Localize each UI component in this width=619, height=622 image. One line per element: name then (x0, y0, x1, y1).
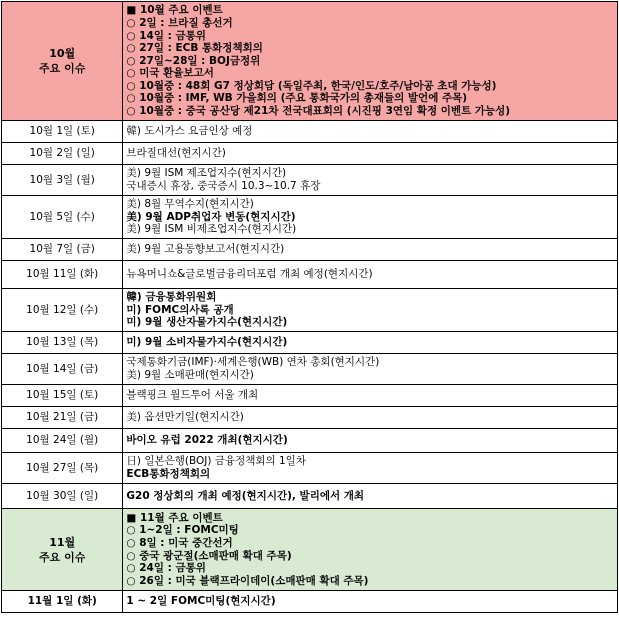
november-issue-line: ○ 중국 광군절(소매판매 확대 주목) (126, 549, 292, 562)
event-line: 美) 8월 무역수지(현지시간) (126, 198, 254, 211)
event-description (123, 385, 618, 407)
october-issue-line: ○ 미국 환율보고서 (126, 67, 214, 80)
event-date: 10월 3일 (월) (2, 165, 123, 196)
table-row (2, 165, 618, 196)
event-line: ECB통화정책회의 (126, 468, 211, 480)
october-issue-line: ○ 27일~28일 : BOJ금정위 (126, 54, 261, 67)
november-label-title: 주요 이슈 (39, 550, 86, 564)
october-issue-line: ○ 10월중 : 중국 공산당 제21차 전국대표회의 (시진핑 3연임 확정 이벤트 가능성) (126, 105, 511, 118)
event-date: 10월 12일 (수) (2, 289, 123, 332)
november-issue-line: ○ 1~2일 : FOMC미팅 (126, 524, 239, 537)
event-date: 10월 11일 (화) (2, 261, 123, 289)
event-line: 美) 9월 ISM 제조업지수(현지시간) (126, 167, 287, 180)
event-description (123, 196, 618, 239)
event-description (123, 453, 618, 484)
event-date: 10월 27일 (목) (2, 453, 123, 484)
event-date: 10월 2일 (일) (2, 143, 123, 165)
event-date: 10월 7일 (금) (2, 239, 123, 261)
event-description (123, 354, 618, 385)
table-row (2, 385, 618, 407)
october-label-month: 10월 (49, 47, 76, 60)
event-line: 1 ~ 2일 FOMC미팅(현지시간) (126, 595, 276, 608)
event-line: 美) 9월 ADP취업자 변동(현지시간) (126, 210, 296, 223)
event-line: 국제통화기금(IMF)·세계은행(WB) 연차 총회(현지시간) (126, 356, 380, 369)
october-issue-line: ○ 10월중 : IMF, WB 가을회의 (주요 통화국가의 총재들의 발언에 주목) (126, 92, 468, 105)
october-issue-line: ○ 27일 : ECB 통화정책회의 (126, 42, 263, 55)
event-description (123, 239, 618, 261)
october-issue-line: ○ 14일 : 금통위 (126, 29, 206, 42)
event-line: 美) 9월 소매판매(현지시간) (126, 369, 254, 381)
event-line: 미) FOMC의사록 공개 (126, 303, 234, 316)
october-issues-label (2, 2, 123, 121)
event-date: 10월 1일 (토) (2, 121, 123, 143)
event-date: 10월 14일 (금) (2, 354, 123, 385)
event-line: G20 정상회의 개최 예정(현지시간), 발리에서 개최 (126, 489, 365, 502)
november-issues-row (2, 509, 618, 591)
november-issue-line: ■ 11월 주요 이벤트 (126, 511, 223, 524)
event-line: 美) 9월 고용동향보고서(현지시간) (126, 243, 285, 256)
event-description (123, 429, 618, 453)
october-issues-row (2, 2, 618, 121)
event-line: 미) 9월 소비자물가지수(현지시간) (126, 336, 288, 349)
event-schedule-table (1, 1, 618, 613)
event-description (123, 407, 618, 429)
event-description (123, 121, 618, 143)
october-issue-line: ■ 10월 주요 이벤트 (126, 4, 223, 17)
table-row (2, 143, 618, 165)
event-line: 뉴욕머니쇼&글로벌금융리더포럼 개최 예정(현지시간) (126, 268, 373, 281)
november-issue-line: ○ 24일 : 금통위 (126, 562, 206, 575)
event-description (123, 143, 618, 165)
event-line: 미) 9월 생산자물가지수(현지시간) (126, 316, 288, 329)
event-description (123, 289, 618, 332)
table-row (2, 332, 618, 354)
november-issue-line: ○ 26일 : 미국 블랙프라이데이(소매판매 확대 주목) (126, 574, 369, 587)
event-date: 10월 21일 (금) (2, 407, 123, 429)
table-row (2, 453, 618, 484)
event-description (123, 591, 618, 613)
table-row (2, 354, 618, 385)
event-date: 10월 13일 (목) (2, 332, 123, 354)
november-label-month: 11월 (49, 535, 76, 549)
october-issue-line: ○ 2일 : 브라질 총선거 (126, 16, 233, 29)
october-issues-list (123, 2, 618, 121)
event-description (123, 165, 618, 196)
table-row (2, 121, 618, 143)
event-line: 美) 옵션만기일(현지시간) (126, 411, 244, 424)
november-issue-line: ○ 8일 : 미국 중간선거 (126, 536, 233, 549)
event-date: 10월 15일 (토) (2, 385, 123, 407)
event-date: 10월 24일 (월) (2, 429, 123, 453)
table-row (2, 289, 618, 332)
table-row (2, 196, 618, 239)
event-line: 美) 9월 ISM 비제조업지수(현지시간) (126, 223, 297, 236)
event-description (123, 261, 618, 289)
event-line: 블랙핑크 월드투어 서울 개최 (126, 389, 259, 402)
event-description (123, 332, 618, 354)
event-date: 10월 30일 (일) (2, 484, 123, 509)
event-date: 10월 5일 (수) (2, 196, 123, 239)
event-description (123, 484, 618, 509)
event-line: 韓) 도시가스 요금인상 예정 (126, 125, 253, 138)
november-issues-label (2, 509, 123, 591)
event-line: 국내증시 휴장, 중국증시 10.3~10.7 휴장 (126, 180, 321, 192)
october-issue-line: ○ 10월중 : 48회 G7 정상회담 (독일주최, 한국/인도/호주/남아공 초대 가능성) (126, 79, 497, 92)
table-row (2, 239, 618, 261)
table-row (2, 484, 618, 509)
event-date: 11월 1일 (화) (2, 591, 123, 613)
event-line: 브라질대선(현지시간) (126, 147, 226, 160)
table-row (2, 429, 618, 453)
table-row (2, 261, 618, 289)
november-issues-list (123, 509, 618, 591)
event-line: 바이오 유럽 2022 개최(현지시간) (126, 434, 288, 447)
event-line: 日) 일본은행(BOJ) 금융정책회의 1일차 (126, 455, 306, 468)
october-label-title: 주요 이슈 (39, 62, 86, 75)
table-row (2, 407, 618, 429)
event-line: 韓) 금융통화위원회 (126, 291, 217, 304)
table-row (2, 591, 618, 613)
